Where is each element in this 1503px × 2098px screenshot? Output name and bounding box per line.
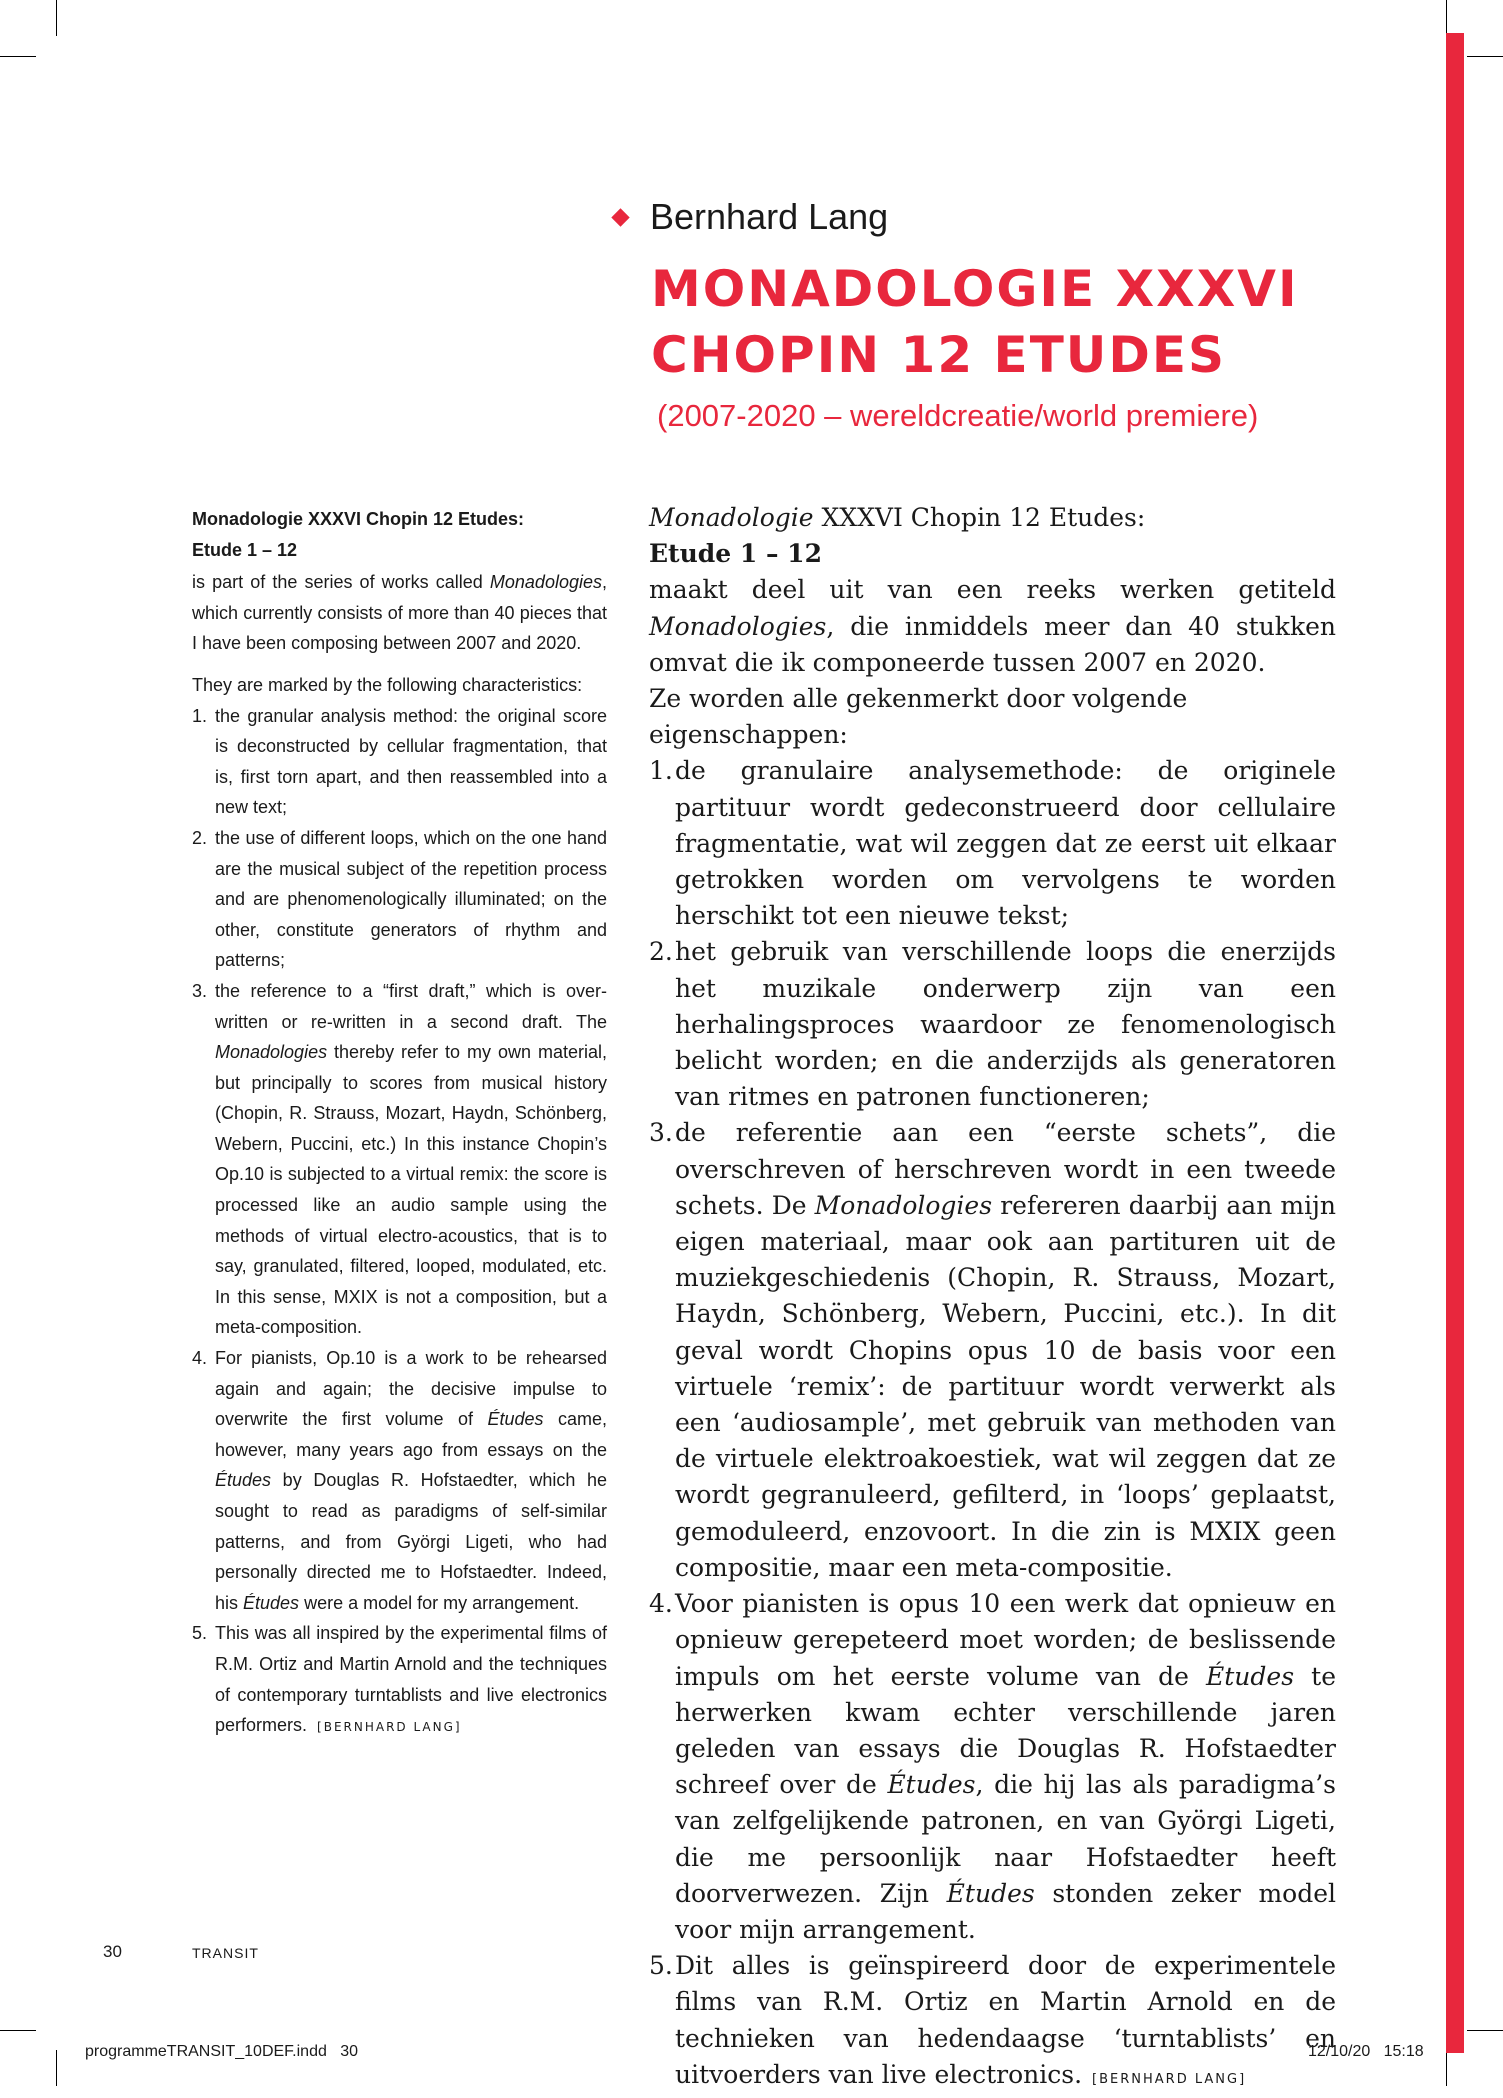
list-number: 2. [649,937,673,967]
list-item [192,701,607,823]
list-item [649,934,1336,1115]
list-number: 2. [192,827,208,848]
dutch-lead: Ze worden alle gekenmerkt door volgende eigenschappen: [649,684,1188,750]
list-text: Dit alles is geïnspireerd door de experimentele films van R.M. Ortiz en Martin Arnold en de technieken van hedendaagse ‘turntablists’ en uitvoerders van live electronics. [675,1951,1336,2089]
list-emphasis: Monadologies [215,1042,328,1063]
list-emphasis: Études [215,1470,272,1491]
crop-mark [0,56,36,57]
intro-text: maakt deel uit van een reeks werken getiteld [649,575,1336,605]
list-number: 4. [649,1589,673,1619]
crop-mark [56,2050,57,2086]
list-text: For pianists, Op.10 is a work to be rehearsed again and again; the decisive impulse to overwrite the first volume of [215,1348,607,1430]
magazine-name: TRANSIT [192,1945,259,1961]
heading-text: XXXVI Chopin 12 Etudes: [813,503,1146,532]
crop-mark [1446,2050,1447,2086]
list-item [192,976,607,1343]
english-list [192,701,607,1743]
list-text: were a model for my arrangement. [299,1592,580,1613]
author-credit: [BERNHARD LANG] [317,1720,462,1735]
list-text: came, however, many years ago from essays on the [215,1409,607,1460]
work-title [651,256,1411,388]
work-subtitle: (2007-2020 – wereldcreatie/world premiere) [657,398,1259,433]
list-text: the reference to a “first draft,” which is over-written or re-written in a second draft. The [215,980,607,1032]
dutch-heading [649,500,1336,536]
page-number: 30 [103,1942,122,1961]
dutch-subheading: Etude 1 – 12 [649,539,822,569]
crop-mark [1467,56,1503,57]
list-text: , die hij las als paradigma’s van zelfgelijkende patronen, en van Györgi Ligeti, die me persoonlijk naar Hofstaedter heeft doorverwezen. Zijn [675,1770,1336,1908]
list-emphasis: Études [1206,1661,1295,1691]
composer-name: Bernhard Lang [650,196,889,237]
intro-text: is part of the series of works called [192,572,490,593]
list-number: 3. [192,980,208,1001]
list-item [649,1115,1336,1586]
english-lead: They are marked by the following characteristics: [192,674,583,695]
list-item [649,1586,1336,1948]
list-item [649,1948,1336,2098]
author-credit: [BERNHARD LANG] [1092,2071,1247,2087]
list-item [192,823,607,976]
list-text: the granular analysis method: the original score is deconstructed by cellular fragmentation, that is, first torn apart, and then reassembled into a new text; [215,705,607,818]
article-header [611,196,1411,434]
english-subheading: Etude 1 – 12 [192,539,298,560]
list-text: This was all inspired by the experimental films of R.M. Ortiz and Martin Arnold and the techniques of contemporary turntablists and live electronics performers. [215,1623,607,1736]
crop-mark [1446,0,1447,36]
list-text: by Douglas R. Hofstaedter, which he sought to read as paradigms of self-similar patterns, and from Györgi Ligeti, who had personally directed me to Hofstaedter. Indeed, his [215,1470,607,1613]
english-column [192,504,607,1743]
list-text: stonden zeker model voor mijn arrangement. [675,1878,1337,1944]
intro-emphasis: Monadologies [649,611,827,641]
crop-mark [56,0,57,36]
list-emphasis: Études [487,1409,544,1430]
intro-emphasis: Monadologies [489,572,602,593]
list-number: 1. [649,756,673,786]
list-number: 3. [649,1118,673,1148]
list-emphasis: Études [887,1770,976,1800]
english-intro [192,567,607,659]
slug-datetime: 12/10/20 15:18 [1308,2043,1424,2060]
list-number: 5. [649,1951,673,1981]
intro-text: , die inmiddels meer dan 40 stukken omvat die ik componeerde tussen 2007 en 2020. [649,611,1336,677]
list-number: 5. [192,1623,208,1644]
list-text: te herwerken kwam echter verschillende jaren geleden van essays die Douglas R. Hofstaedter schreef over de [675,1661,1336,1800]
work-title-line-1: MONADOLOGIE XXXVI [651,260,1299,318]
list-number: 1. [192,705,208,726]
dutch-list [649,753,1336,2098]
dutch-column [649,500,1336,2098]
page-edge-bar [1446,33,1464,2053]
slug-filename: programmeTRANSIT_10DEF.indd 30 [85,2043,358,2060]
english-heading: Monadologie XXXVI Chopin 12 Etudes: [192,509,525,529]
intro-text: , which currently consists of more than 40 pieces that I have been composing between 2007 and 2020. [192,572,607,654]
list-item [192,1343,607,1618]
composer-line [611,196,1411,238]
list-item [649,753,1336,934]
list-text: Voor pianisten is opus 10 een werk dat opnieuw en opnieuw gerepeteerd moet worden; de beslissende impuls om het eerste volume van de [675,1589,1336,1691]
list-text: het gebruik van verschillende loops die enerzijds het muzikale onderwerp zijn van een herhalingsproces waardoor ze fenomenologisch belicht worden; en die anderzijds als generatoren van ritmes en patronen functioneren; [675,937,1336,1112]
heading-emphasis: Monadologie [649,503,814,532]
list-text: de referentie aan een “eerste schets”, die overschreven of herschreven wordt in een tweede schets. De [675,1118,1336,1220]
list-item [192,1618,607,1742]
list-emphasis: Études [946,1878,1035,1908]
work-title-line-2: CHOPIN 12 ETUDES [651,326,1227,384]
list-emphasis: Études [243,1592,300,1613]
crop-mark [1467,2030,1503,2031]
list-text: the use of different loops, which on the one hand are the musical subject of the repetition process and are phenomenologically illuminated; on the other, constitute generators of rhythm and patterns; [215,827,607,971]
list-emphasis: Monadologies [814,1190,993,1220]
list-text: de granulaire analysemethode: de originele partituur wordt gedeconstrueerd door cellulaire fragmentatie, wat wil zeggen dat ze eerst uit elkaar getrokken worden om vervolgens te worden herschikt tot een nieuwe tekst; [675,756,1336,931]
list-text: thereby refer to my own material, but principally to scores from musical history (Chopin, R. Strauss, Mozart, Haydn, Schönberg, Webern, Puccini, etc.) In this instance Chopin’s Op.10 is subjected to a virtual remix: the score is processed like an audio sample using the methods of virtual electro-acoustics, that is to say, granulated, filtered, looped, modulated, etc. In this sense, MXIX is not a composition, but a meta-composition. [215,1042,607,1338]
list-text: refereren daarbij aan mijn eigen materiaal, maar ook aan partituren uit de muziekgeschiedenis (Chopin, R. Strauss, Mozart, Haydn, Schönberg, Webern, Puccini, etc.). In dit geval wordt Chopins opus 10 de basis voor een virtuele ‘remix’: de partituur wordt verwerkt als een ‘audiosample’, met gebruik van methoden van de virtuele elektroakoestiek, wat wil zeggen dat ze wordt gegranuleerd, gefilterd, in ‘loops’ geplaatst, gemoduleerd, enzovoort. In die zin is MXIX geen compositie, maar een meta-compositie. [675,1190,1336,1582]
crop-mark [0,2030,36,2031]
diamond-bullet-icon [611,208,629,226]
dutch-intro [649,572,1336,681]
list-number: 4. [192,1348,208,1369]
